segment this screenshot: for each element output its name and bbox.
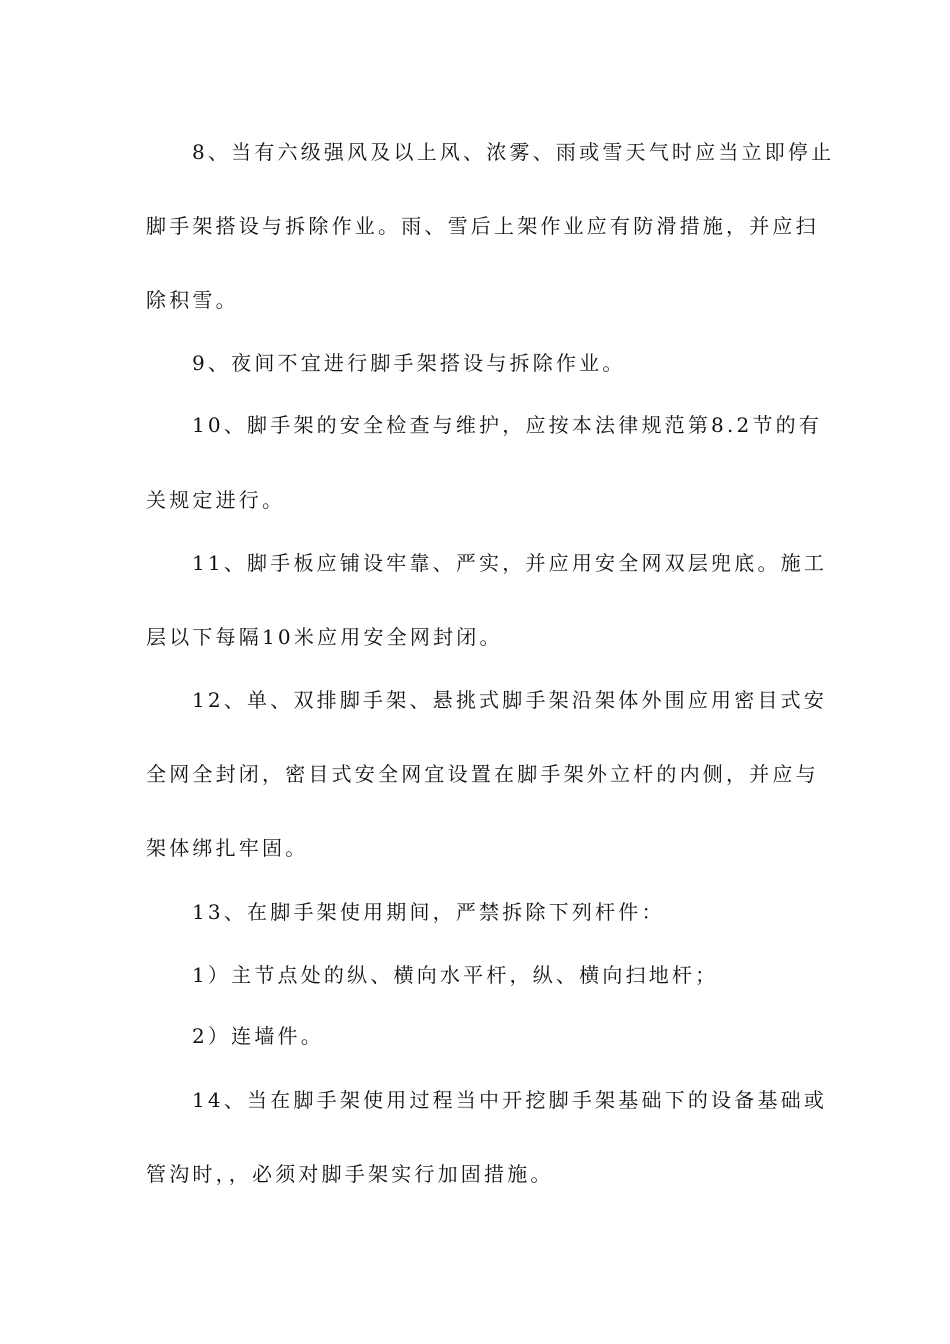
paragraph-8-line-2: 脚手架搭设与拆除作业。雨、雪后上架作业应有防滑措施，并应扫 [146,214,819,238]
paragraph-14-line-1: 14、当在脚手架使用过程当中开挖脚手架基础下的设备基础或 [192,1088,828,1112]
paragraph-11-line-1: 11、脚手板应铺设牢靠、严实，并应用安全网双层兜底。施工 [192,551,828,575]
paragraph-12-line-2: 全网全封闭，密目式安全网宜设置在脚手架外立杆的内侧，并应与 [146,762,819,786]
paragraph-12-line-3: 架体绑扎牢固。 [146,836,309,860]
paragraph-10-line-1: 10、脚手架的安全检查与维护，应按本法律规范第8.2节的有 [192,413,823,437]
paragraph-13-item-2: 2）连墙件。 [192,1024,324,1048]
paragraph-13-item-1: 1）主节点处的纵、横向水平杆，纵、横向扫地杆； [192,963,719,987]
paragraph-9-line-1: 9、夜间不宜进行脚手架搭设与拆除作业。 [192,351,626,375]
paragraph-13-line-1: 13、在脚手架使用期间，严禁拆除下列杆件： [192,900,665,924]
paragraph-8-line-3: 除积雪。 [146,288,239,312]
paragraph-8-line-1: 8、当有六级强风及以上风、浓雾、雨或雪天气时应当立即停止 [192,140,835,164]
paragraph-14-line-2: 管沟时，，必须对脚手架实行加固措施。 [146,1162,554,1186]
paragraph-12-line-1: 12、单、双排脚手架、悬挑式脚手架沿架体外围应用密目式安 [192,688,828,712]
paragraph-10-line-2: 关规定进行。 [146,488,286,512]
paragraph-11-line-2: 层以下每隔10米应用安全网封闭。 [146,625,503,649]
